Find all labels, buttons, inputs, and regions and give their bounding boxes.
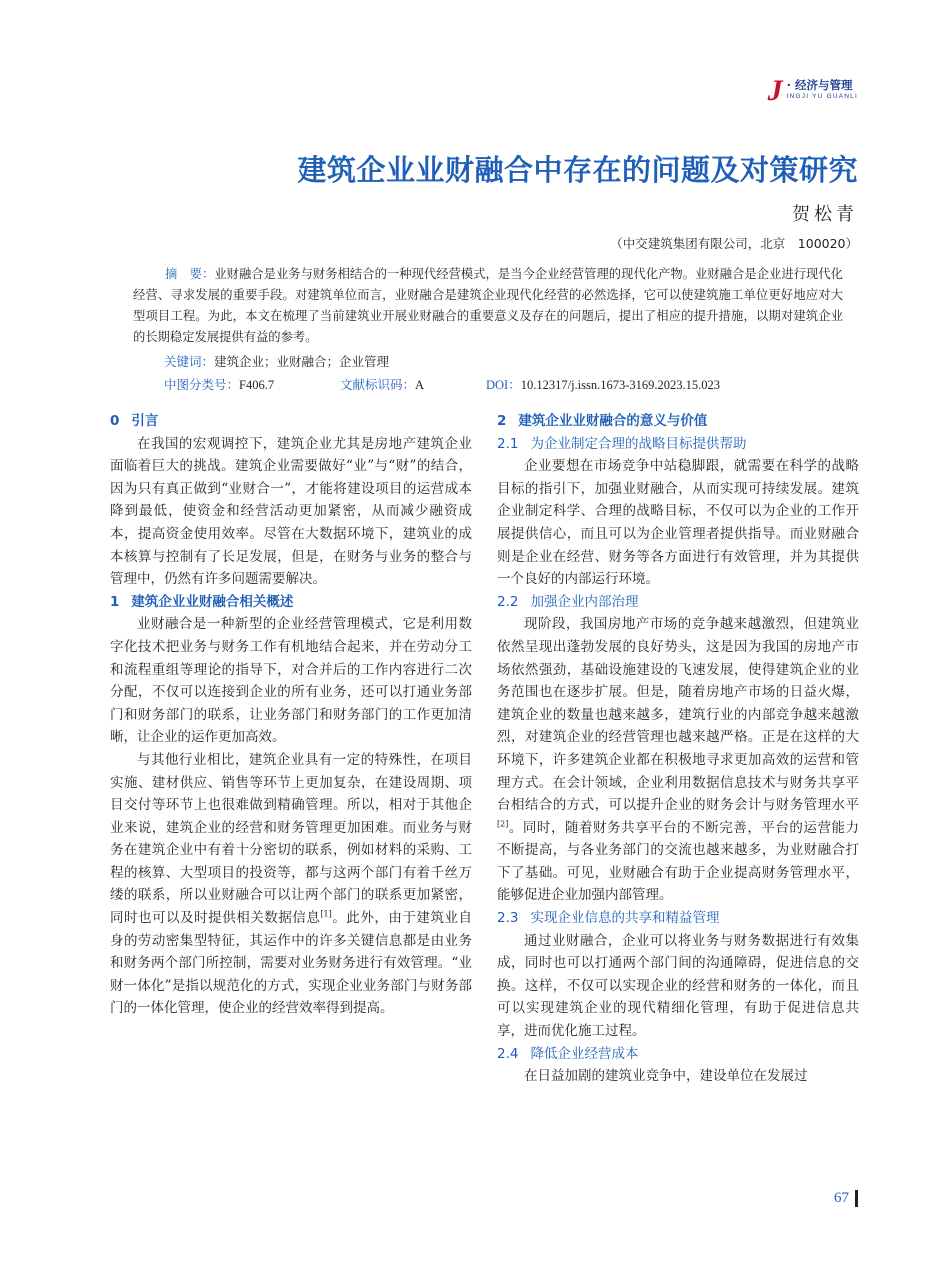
section-name-en: INGJI YU GUANLI [786, 93, 858, 100]
subsection-heading: 2.4 降低企业经营成本 [497, 1045, 639, 1062]
abstract-label: 摘 要： [165, 267, 215, 281]
section-name-cn: · 经济与管理 [786, 78, 853, 92]
journal-section-badge [767, 74, 858, 107]
paragraph: 通过业财融合，企业可以将业务与财务数据进行有效集成，同时也可以打通两个部门间的沟通障碍，促进信息的交换。这样，不仅可以实现企业的经营和财务的一体化，而且可以实现建筑企业的现代精细化管理，有助于促进信息共享，进而优化施工过程。 [497, 932, 859, 1040]
abstract-text: 业财融合是业务与财务相结合的一种现代经营模式，是当今企业经营管理的现代化产物。业财融合是企业进行现代化经营、寻求发展的重要手段。对建筑单位而言，业财融合是建筑企业现代化经营的必然选择，它可以使建筑施工单位更好地应对大型项目工程。为此，本文在梳理了当前建筑业开展业财融合的重要意义及存在的问题后，提出了相应的提升措施，以期对建筑企业的长期稳定发展提供有益的参考。 [133, 267, 843, 344]
doc-code-value: A [415, 378, 425, 392]
doi-value: 10.12317/j.issn.1673-3169.2023.15.023 [520, 378, 721, 392]
keywords-label: 关键词： [164, 354, 215, 369]
page-number-text: 67 [834, 1190, 849, 1206]
keywords-text: 建筑企业；业财融合；企业管理 [214, 354, 390, 369]
paragraph: 业财融合是一种新型的企业经营管理模式，它是利用数字化技术把业务与财务工作有机地结合起来，并在劳动分工和流程重组等理论的指导下，对合并后的工作内容进行二次分配，不仅可以连接到企业的所有业务，还可以打通业务部门和财务部门的联系，让业务部门和财务部门的工作更加清晰，让企业的运作更加高效。 [110, 616, 472, 746]
paragraph: 企业要想在市场竞争中站稳脚跟，就需要在科学的战略目标的指引下，加强业财融合，从而实现可持续发展。建筑企业制定科学、合理的战略目标，不仅可以为企业的工作开展提供信心，而且可以为企业管理者提供指导。而业财融合则是企业在经营、财务等各方面进行有效管理，并为其提供一个良好的内部运行环境。 [497, 458, 859, 588]
section-heading: 0 引言 [110, 413, 159, 429]
classification-line [164, 375, 720, 393]
article-title: 建筑企业业财融合中存在的问题及对策研究 [297, 153, 858, 187]
page-number-bar [855, 1190, 858, 1207]
left-column [110, 410, 472, 1020]
citation-ref[interactable]: [2] [497, 819, 509, 829]
page-number [834, 1190, 858, 1207]
paragraph: 在日益加剧的建筑业竞争中，建设单位在发展过 [524, 1068, 808, 1085]
paragraph: 在我国的宏观调控下，建筑企业尤其是房地产建筑企业面临着巨大的挑战。建筑企业需要做好“业”与“财”的结合，因为只有真正做到“业财合一”，才能将建设项目的运营成本降到最低，使资金和经营活动更加紧密，从而减少融资成本，提高资金使用效率。尽管在大数据环境下，建筑业的成本核算与控制有了长足发展，但是，在财务与业务的整合与管理中，仍然有许多问题需要解决。 [110, 435, 472, 588]
section-heading: 1 建筑企业业财融合相关概述 [110, 593, 294, 610]
author-affiliation: （中交建筑集团有限公司，北京 100020） [610, 236, 858, 251]
subsection-heading: 2.3 实现企业信息的共享和精益管理 [497, 910, 720, 927]
doc-code-label: 文献标识码： [340, 377, 416, 392]
doi-label: DOI： [486, 378, 521, 392]
author-name: 贺松青 [792, 204, 858, 225]
subsection-heading: 2.2 加强企业内部治理 [497, 593, 639, 610]
journal-logo-letter: J [767, 74, 783, 107]
subsection-heading: 2.1 为企业制定合理的战略目标提供帮助 [497, 435, 747, 452]
paragraph: 与其他行业相比，建筑企业具有一定的特殊性，在项目实施、建材供应、销售等环节上更加复杂，在建设周期、项目交付等环节上也很难做到精确管理。所以，相对于其他企业来说，建筑企业的经营和财务管理更加困难。而业务与财务在建筑企业中有着十分密切的联系，例如材料的采购、工程的核算、大型项目的投资等，都与这两个部门有着千丝万缕的联系，所以业财融合可以让两个部门的联系更加紧密，同时也可以及时提供相关数据信息[1]。此外，由于建筑业自身的劳动密集型特征，其运作中的许多关键信息都是由业务和财务两个部门所控制，需要对业务财务进行有效管理。“业财一体化”是指以规范化的方式，实现企业业务部门与财务部门的一体化管理，使企业的经营效率得到提高。 [110, 751, 473, 1017]
citation-ref[interactable]: [1] [320, 909, 332, 919]
abstract [133, 264, 843, 348]
paragraph: 现阶段，我国房地产市场的竞争越来越激烈，但建筑业依然呈现出蓬勃发展的良好势头，这是因为我国的房地产市场依然强劲，基础设施建设的飞速发展，使得建筑企业的业务范围也在逐步扩展。但是，随着房地产市场的日益火爆，建筑企业的数量也越来越多，建筑行业的内部竞争越来越激烈，对建筑企业的经营管理也越来越严格。正是在这样的大环境下，许多建筑企业都在积极地寻求更加高效的运营和管理方式。在会计领域，企业利用数据信息技术与财务共享平台相结合的方式，可以提升企业的财务会计与财务管理水平[2]。同时，随着财务共享平台的不断完善，平台的运营能力不断提高，与各业务部门的交流也越来越多，为业财融合打下了基础。可见，业财融合有助于企业提高财务管理水平，能够促进企业加强内部管理。 [497, 616, 859, 904]
clc-label: 中图分类号： [164, 377, 240, 392]
right-column [497, 410, 859, 1088]
keywords [164, 352, 389, 370]
section-heading: 2 建筑企业业财融合的意义与价值 [497, 413, 708, 429]
clc-value: F406.7 [239, 378, 275, 392]
